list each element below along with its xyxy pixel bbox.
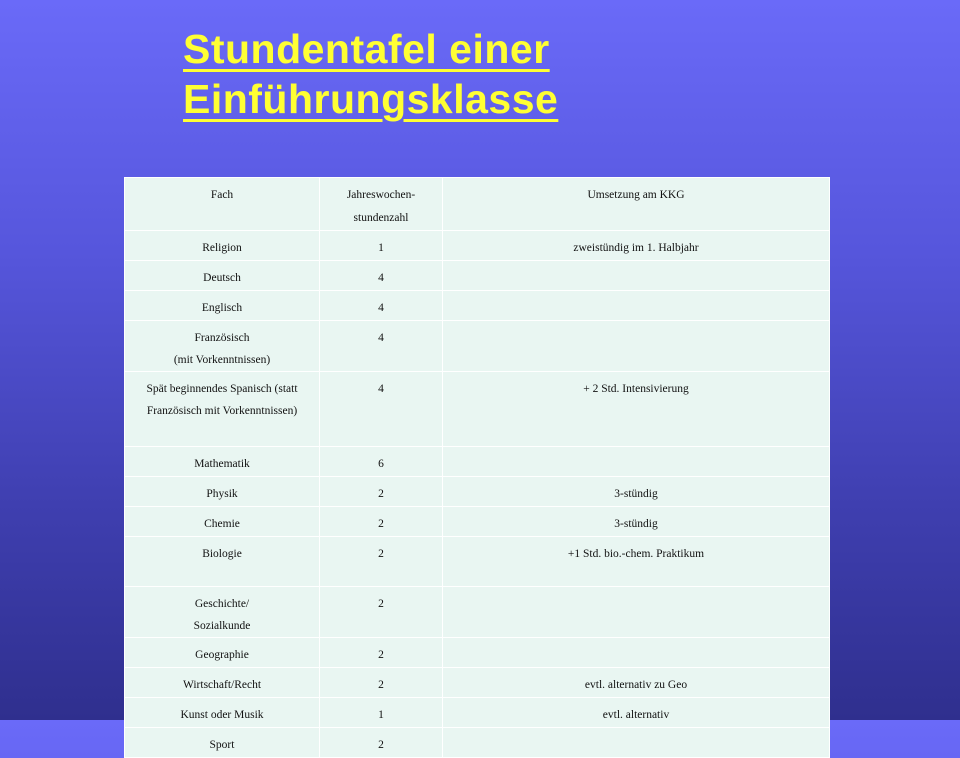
table-cell <box>443 291 830 321</box>
table-cell: 6 <box>320 447 443 477</box>
table-cell: 2 <box>320 537 443 587</box>
table-row <box>125 291 830 321</box>
table-cell: 4 <box>320 261 443 291</box>
table-row <box>125 698 830 728</box>
table-row <box>125 638 830 668</box>
table-cell: +1 Std. bio.-chem. Praktikum <box>443 537 830 587</box>
table-cell: 2 <box>320 668 443 698</box>
table-row <box>125 537 830 587</box>
table-cell: 1 <box>320 698 443 728</box>
slide-title <box>183 24 683 124</box>
table-row <box>125 587 830 638</box>
table-header-row <box>125 178 830 231</box>
table-cell: Chemie <box>125 507 320 537</box>
table-cell: 2 <box>320 728 443 758</box>
stundentafel-table <box>124 177 830 758</box>
table-cell <box>443 638 830 668</box>
table-row <box>125 507 830 537</box>
table-cell: 2 <box>320 477 443 507</box>
slide-title-line1: Stundentafel einer <box>183 26 550 72</box>
table-cell: 4 <box>320 372 443 447</box>
table-row <box>125 261 830 291</box>
table-cell: Deutsch <box>125 261 320 291</box>
table-cell: Sport <box>125 728 320 758</box>
table-cell: Kunst oder Musik <box>125 698 320 728</box>
table-header-cell: Fach <box>125 178 320 231</box>
table-cell: 2 <box>320 507 443 537</box>
table-row <box>125 477 830 507</box>
table-cell: + 2 Std. Intensivierung <box>443 372 830 447</box>
table-row <box>125 321 830 372</box>
table-row <box>125 668 830 698</box>
table-cell: 2 <box>320 587 443 638</box>
table-cell: 4 <box>320 291 443 321</box>
table-cell: Wirtschaft/Recht <box>125 668 320 698</box>
slide-title-line2: Einführungsklasse <box>183 76 559 122</box>
table-row <box>125 372 830 447</box>
table-cell: 3-stündig <box>443 477 830 507</box>
table-cell: Geschichte/ Sozialkunde <box>125 587 320 638</box>
table-cell: Französisch (mit Vorkenntnissen) <box>125 321 320 372</box>
table-cell: evtl. alternativ zu Geo <box>443 668 830 698</box>
table-cell <box>443 321 830 372</box>
table-cell: Biologie <box>125 537 320 587</box>
table-cell <box>443 587 830 638</box>
table-cell: 3-stündig <box>443 507 830 537</box>
table-cell: 2 <box>320 638 443 668</box>
table-cell: evtl. alternativ <box>443 698 830 728</box>
table-cell: Mathematik <box>125 447 320 477</box>
table-row <box>125 728 830 758</box>
table-cell: 4 <box>320 321 443 372</box>
table-cell <box>443 728 830 758</box>
table-cell <box>443 447 830 477</box>
table-cell: Geographie <box>125 638 320 668</box>
table-cell: Physik <box>125 477 320 507</box>
table-row <box>125 447 830 477</box>
table-header-cell: Jahreswochen- stundenzahl <box>320 178 443 231</box>
table-cell: Englisch <box>125 291 320 321</box>
table-cell: Spät beginnendes Spanisch (statt Französisch mit Vorkenntnissen) <box>125 372 320 447</box>
table-cell: zweistündig im 1. Halbjahr <box>443 231 830 261</box>
table-cell: 1 <box>320 231 443 261</box>
table-row <box>125 231 830 261</box>
table-body <box>125 178 830 758</box>
table-cell <box>443 261 830 291</box>
table-cell: Religion <box>125 231 320 261</box>
table-header-cell: Umsetzung am KKG <box>443 178 830 231</box>
